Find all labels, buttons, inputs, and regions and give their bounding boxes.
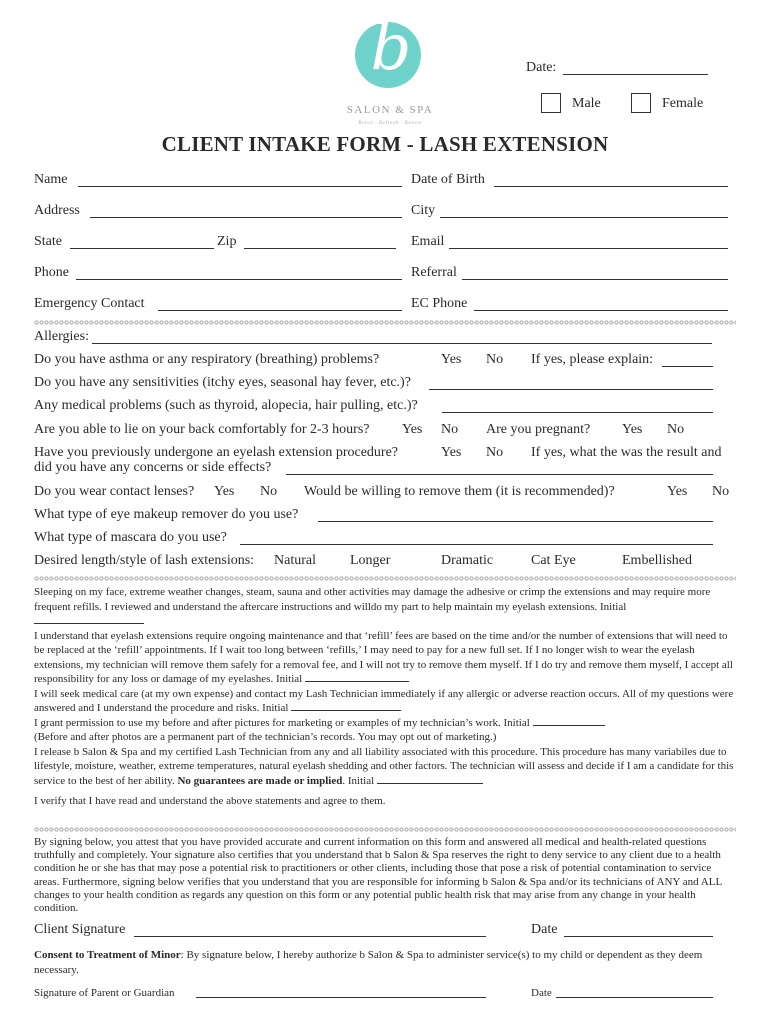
logo-letter: b — [370, 11, 412, 85]
remove-contacts-no[interactable]: No — [712, 484, 730, 499]
asthma-yes[interactable]: Yes — [441, 352, 462, 367]
email-label: Email — [411, 234, 445, 249]
remove-contacts-yes[interactable]: Yes — [667, 484, 688, 499]
asthma-question: Do you have asthma or any respiratory (breathing) problems? — [34, 352, 380, 367]
phone-label: Phone — [34, 265, 69, 280]
state-label: State — [34, 234, 62, 249]
minor-consent: Consent to Treatment of Minor: By signature below, I hereby authorize b Salon & Spa to administer service(s) to my child or dependent as they deem necessary. — [34, 949, 703, 976]
term-verify: I verify that I have read and understand the above statements and agree to them. — [34, 795, 386, 807]
initial-line[interactable] — [305, 672, 409, 682]
asthma-explain-label: If yes, please explain: — [531, 352, 654, 367]
zip-field[interactable] — [244, 248, 396, 249]
remover-question: What type of eye makeup remover do you use? — [34, 507, 299, 522]
previous-question: Have you previously undergone an eyelash extension procedure? — [34, 445, 399, 460]
male-checkbox[interactable] — [541, 93, 561, 113]
contacts-yes[interactable]: Yes — [214, 484, 235, 499]
medical-field[interactable] — [442, 412, 713, 413]
logo-tagline: Relax · Refresh · Renew — [358, 120, 422, 126]
style-longer[interactable]: Longer — [350, 553, 391, 568]
emergency-label: Emergency Contact — [34, 296, 145, 311]
style-cat-eye[interactable]: Cat Eye — [531, 553, 576, 568]
remove-contacts-question: Would be willing to remove them (it is recommended)? — [304, 484, 615, 499]
sensitivities-question: Do you have any sensitivities (itchy eyes, seasonal hay fever, etc.)? — [34, 375, 411, 390]
style-natural[interactable]: Natural — [274, 553, 316, 568]
ec-phone-field[interactable] — [474, 310, 728, 311]
dob-label: Date of Birth — [411, 172, 485, 187]
female-checkbox[interactable] — [631, 93, 651, 113]
client-date-label: Date — [531, 922, 558, 937]
name-field[interactable] — [78, 186, 402, 187]
pregnant-yes[interactable]: Yes — [622, 422, 643, 437]
city-label: City — [411, 203, 436, 218]
female-label: Female — [662, 96, 704, 111]
ec-phone-label: EC Phone — [411, 296, 468, 311]
initial-line[interactable] — [533, 716, 605, 726]
contacts-no[interactable]: No — [260, 484, 278, 499]
term-maintenance: I understand that eyelash extensions require ongoing maintenance and that ‘refill’ fees are based on the time and/or the number of extensions that will need to be replaced at the ‘refill’ appointments. If I wait too long between ‘refills,’ I may need to pay for a new full set. If I no longer wish to wear the eyelash extensions, my technician will remove them safely for a removal fee, and I will not try to remove them myself. If I do try and remove them myself, I accept all responsibility for any loss or damage of my eyelashes. Initial — [34, 629, 733, 685]
lie-back-question: Are you able to lie on your back comfortably for 2-3 hours? — [34, 422, 370, 437]
remover-field[interactable] — [318, 521, 713, 522]
mascara-field[interactable] — [240, 544, 713, 545]
allergies-label: Allergies: — [34, 329, 89, 344]
allergies-field[interactable] — [92, 343, 712, 344]
previous-concerns-label: did you have any concerns or side effects? — [34, 460, 272, 475]
initial-line[interactable] — [291, 701, 401, 711]
emergency-field[interactable] — [158, 310, 402, 311]
initial-line[interactable] — [377, 774, 483, 784]
client-signature-label: Client Signature — [34, 922, 126, 937]
term-aftercare: Sleeping on my face, extreme weather changes, steam, sauna and other activities may damage the adhesive or crimp the extensions and may require more frequent refills. I reviewed and understand the aftercare instructions and willdo my part to help maintain my eyelash extensions. Initial — [34, 585, 736, 629]
parent-signature-field[interactable] — [196, 997, 486, 998]
referral-label: Referral — [411, 265, 457, 280]
previous-concerns-field[interactable] — [286, 474, 713, 475]
address-label: Address — [34, 203, 80, 218]
parent-date-field[interactable] — [556, 997, 713, 998]
page-title: CLIENT INTAKE FORM - LASH EXTENSION — [161, 132, 609, 156]
style-embellished[interactable]: Embellished — [622, 553, 692, 568]
signing-statement: By signing below, you attest that you have provided accurate and current information on this form and answered all medical and health-related questions truthfully and completely. Your signature also certifies that you understand that b Salon & Spa reserves the right to deny service to any client due to a health condition he or she has that may pose a potential risk to practitioners or other clients, including those that pose a risk of potential contamination to service areas. Furthermore, signing below verifies that you understand that you are responsible for informing b Salon & Spa and/or its technicians of ANY and ALL changes to your health condition as regards any question on this form or any potential public health risk that may arise from any change in your health condition. — [34, 836, 722, 915]
referral-field[interactable] — [462, 279, 728, 280]
date-label: Date: — [526, 60, 557, 75]
initial-line[interactable] — [34, 614, 144, 624]
previous-no[interactable]: No — [486, 445, 504, 460]
dob-field[interactable] — [494, 186, 728, 187]
phone-field[interactable] — [76, 279, 402, 280]
term-release: I release b Salon & Spa and my certified Lash Technician from any and all liability associated with this procedure. This procedure has many variabiles due to lifestyle, moisture, weather, extreme temperatures, natural eyelash shedding and other factors. The technician will assess and decide if I am a candidate for this service to the best of her ability. No guarantees are made or implied. Initial — [34, 745, 734, 787]
logo-name: SALON & SPA — [346, 104, 434, 116]
zip-label: Zip — [217, 234, 237, 249]
client-date-field[interactable] — [564, 936, 713, 937]
divider-1 — [34, 320, 736, 325]
terms-section — [34, 585, 736, 809]
lie-back-yes[interactable]: Yes — [402, 422, 423, 437]
divider-3 — [34, 827, 736, 832]
pregnant-no[interactable]: No — [667, 422, 685, 437]
term-photos: I grant permission to use my before and after pictures for marketing or examples of my technician’s work. Initial — [34, 716, 736, 731]
sensitivities-field[interactable] — [429, 389, 713, 390]
previous-yes[interactable]: Yes — [441, 445, 462, 460]
style-question: Desired length/style of lash extensions: — [34, 553, 255, 568]
client-signature-field[interactable] — [134, 936, 486, 937]
state-field[interactable] — [70, 248, 214, 249]
pregnant-question: Are you pregnant? — [486, 422, 591, 437]
parent-date-label: Date — [531, 987, 552, 999]
name-label: Name — [34, 172, 68, 187]
term-medical-care: I will seek medical care (at my own expense) and contact my Lash Technician immediately if any allergic or adverse reaction occurs. All of my questions were answered and I understand the procedure and risks. Initial — [34, 687, 734, 714]
divider-2 — [34, 576, 736, 581]
term-photos-note: (Before and after photos are a permanent part of the technician’s records. You may opt out of marketing.) — [34, 731, 497, 743]
city-field[interactable] — [440, 217, 728, 218]
contacts-question: Do you wear contact lenses? — [34, 484, 195, 499]
date-field[interactable] — [563, 74, 708, 75]
mascara-question: What type of mascara do you use? — [34, 530, 227, 545]
medical-question: Any medical problems (such as thyroid, alopecia, hair pulling, etc.)? — [34, 398, 418, 413]
style-dramatic[interactable]: Dramatic — [441, 553, 494, 568]
asthma-explain-field[interactable] — [662, 366, 713, 367]
male-label: Male — [572, 96, 601, 111]
previous-result-label: If yes, what the was the result and — [531, 445, 722, 460]
lie-back-no[interactable]: No — [441, 422, 459, 437]
email-field[interactable] — [449, 248, 728, 249]
logo — [340, 11, 440, 134]
asthma-no[interactable]: No — [486, 352, 504, 367]
parent-signature-label: Signature of Parent or Guardian — [34, 987, 175, 999]
address-field[interactable] — [90, 217, 402, 218]
